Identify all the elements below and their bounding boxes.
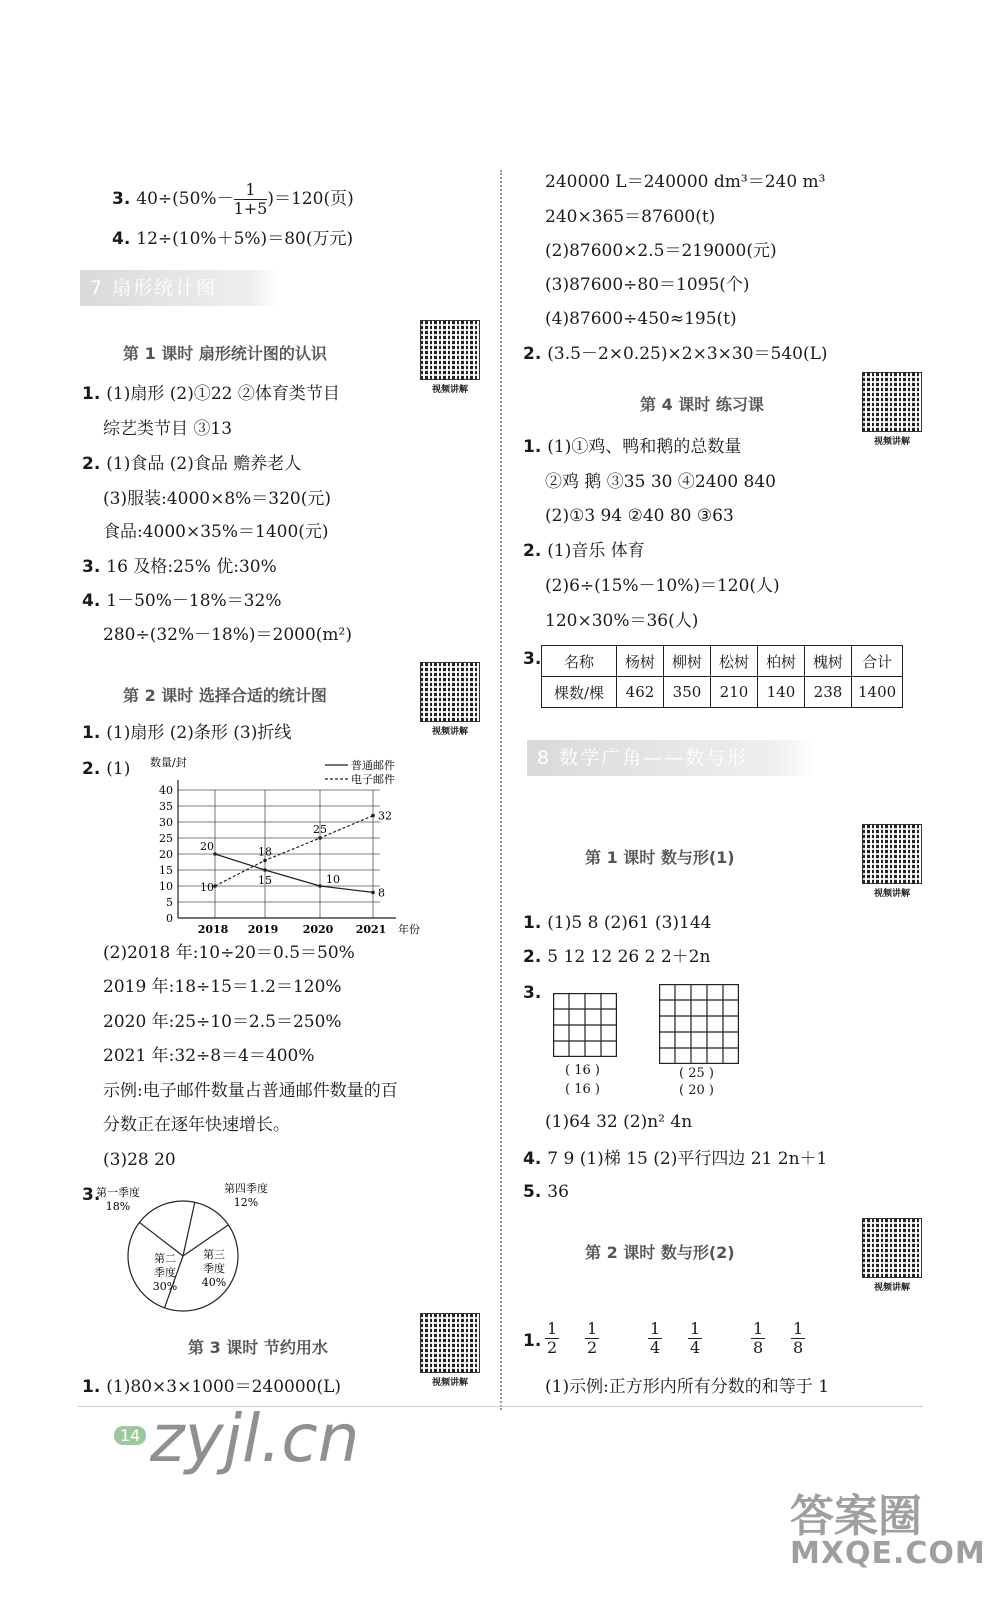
pie-chart xyxy=(88,1178,278,1318)
y-axis-label: 数量/封 xyxy=(150,756,187,769)
answer-line: (4)87600÷450≈195(t) xyxy=(545,309,737,329)
data-label: 18 xyxy=(258,845,272,859)
table-cell: 合计 xyxy=(852,646,903,677)
grid-label: ( 16 ) xyxy=(565,1082,600,1097)
lesson-title-4: 第 4 课时 练习课 xyxy=(640,395,764,414)
table-cell: 1400 xyxy=(852,677,903,708)
table-cell: 棵数/棵 xyxy=(542,677,617,708)
answer-line: (3)服装:4000×8%＝320(元) xyxy=(103,489,331,509)
answer-line: 2. 5 12 12 26 2 2＋2n xyxy=(523,947,711,967)
answer-line: (2)①3 94 ②40 80 ③63 xyxy=(545,506,734,526)
pie-label: 第三 xyxy=(203,1248,225,1261)
qr-code[interactable] xyxy=(420,662,480,737)
answer-line: 3. 16 及格:25% 优:30% xyxy=(82,557,277,577)
fraction: $\frac{1}{2}$ xyxy=(587,1319,598,1357)
pie-label: 季度 xyxy=(203,1262,225,1275)
data-point xyxy=(263,859,267,863)
answer-line: 1. xyxy=(523,1331,542,1351)
fraction: $\frac{1}{1+5}$ xyxy=(233,180,268,218)
series-line xyxy=(215,816,373,886)
data-point xyxy=(318,836,322,840)
answer-line: 1. (1)①鸡、鸭和鹅的总数量 xyxy=(523,437,742,457)
answer-line: 2. (1) xyxy=(82,759,131,779)
column-divider xyxy=(500,170,502,1410)
lesson-title-5: 第 1 课时 数与形(1) xyxy=(585,848,735,867)
qr-code[interactable] xyxy=(862,1218,922,1293)
answer-line: 食品:4000×35%＝1400(元) xyxy=(103,522,329,542)
lesson-title-6: 第 2 课时 数与形(2) xyxy=(585,1243,735,1262)
answer-line: 示例:电子邮件数量占普通邮件数量的百 xyxy=(103,1081,398,1101)
pie-label: 40% xyxy=(201,1276,227,1289)
answer-line: ②鸡 鹅 ③35 30 ④2400 840 xyxy=(545,472,776,492)
data-point xyxy=(371,891,375,895)
qr-caption: 视频讲解 xyxy=(431,1378,468,1388)
answer-line: (2)6÷(15%－10%)＝120(人) xyxy=(545,576,780,596)
qr-code-icon xyxy=(862,372,922,432)
answer-line: 3. xyxy=(523,649,542,669)
answer-line: 4. 7 9 (1)梯 15 (2)平行四边 21 2n＋1 xyxy=(523,1149,828,1169)
table-cell: 210 xyxy=(711,677,758,708)
fraction: $\frac{1}{2}$ xyxy=(547,1319,558,1357)
x-axis-unit: 年份 xyxy=(398,923,420,936)
tree-count-table xyxy=(541,645,903,708)
grid-label: ( 16 ) xyxy=(565,1063,600,1078)
legend-label: 电子邮件 xyxy=(351,773,395,786)
qr-code-icon xyxy=(420,662,480,722)
data-label: 8 xyxy=(378,886,385,900)
grid-label: ( 20 ) xyxy=(679,1083,714,1098)
answer-line: 3. xyxy=(523,983,542,1003)
data-point xyxy=(263,868,267,872)
table-row xyxy=(542,677,903,708)
answer-line: 2. (1)音乐 体育 xyxy=(523,541,645,561)
table-cell: 238 xyxy=(805,677,852,708)
answer-line: 1. (1)扇形 (2)条形 (3)折线 xyxy=(82,723,292,743)
x-tick-label: 2019 xyxy=(247,923,279,936)
y-tick-label: 20 xyxy=(159,848,173,861)
table-cell: 杨树 xyxy=(617,646,664,677)
qr-caption: 视频讲解 xyxy=(873,889,910,899)
pie-label: 第二 xyxy=(154,1252,176,1265)
answer-line: (3)28 20 xyxy=(103,1150,176,1170)
qr-code-icon xyxy=(862,1218,922,1278)
pie-label: 第四季度 xyxy=(224,1182,268,1195)
y-tick-label: 15 xyxy=(159,864,173,877)
grid-label: ( 25 ) xyxy=(679,1066,714,1081)
data-label: 32 xyxy=(378,809,392,823)
answer-line: (2)2018 年:10÷20＝0.5＝50% xyxy=(103,943,355,963)
answer-line: (2)87600×2.5＝219000(元) xyxy=(545,241,777,261)
data-label: 10 xyxy=(200,881,214,894)
fraction: $\frac{1}{4}$ xyxy=(690,1319,701,1357)
watermark-logo: zyjl.cn xyxy=(150,1400,360,1477)
table-cell: 柏树 xyxy=(758,646,805,677)
legend-label: 普通邮件 xyxy=(351,759,395,772)
answer-line: 1. (1)80×3×1000＝240000(L) xyxy=(82,1377,342,1397)
answer-line: 分数正在逐年快速增长。 xyxy=(103,1115,290,1135)
qr-caption: 视频讲解 xyxy=(431,385,468,395)
answer-line: 2019 年:18÷15＝1.2＝120% xyxy=(103,977,342,997)
table-cell: 松树 xyxy=(711,646,758,677)
answer-line: 2. (1)食品 (2)食品 赡养老人 xyxy=(82,454,302,474)
fraction: $\frac{1}{8}$ xyxy=(793,1319,804,1357)
table-cell: 槐树 xyxy=(805,646,852,677)
data-label: 10 xyxy=(326,873,340,886)
pie-label: 12% xyxy=(233,1196,259,1209)
watermark-logo: 答案圈 xyxy=(790,1491,922,1542)
answer-line: 5. 36 xyxy=(523,1182,569,1202)
qr-code[interactable] xyxy=(420,1313,480,1388)
answer-4-line: 4. 12÷(10%＋5%)＝80(万元) xyxy=(112,229,354,249)
watermark-logo: MXQE.COM xyxy=(790,1536,986,1571)
x-tick-label: 2018 xyxy=(197,923,229,936)
pie-slice-edge xyxy=(139,1222,183,1256)
grid-5x5 xyxy=(659,984,739,1064)
lesson-title-2: 第 2 课时 选择合适的统计图 xyxy=(123,686,327,705)
pie-label: 30% xyxy=(152,1280,178,1293)
x-tick-label: 2020 xyxy=(302,923,334,936)
table-cell: 350 xyxy=(664,677,711,708)
qr-code-icon xyxy=(420,320,480,380)
y-tick-label: 30 xyxy=(159,816,173,829)
y-tick-label: 5 xyxy=(166,896,173,909)
data-label: 15 xyxy=(258,874,272,887)
qr-code-icon xyxy=(862,824,922,884)
answer-line: 4. 1－50%－18%＝32% xyxy=(82,591,282,611)
table-cell: 462 xyxy=(617,677,664,708)
answer-line: 2021 年:32÷8＝4＝400% xyxy=(103,1046,315,1066)
answer-line: 2. (3.5－2×0.25)×2×3×30＝540(L) xyxy=(523,344,828,364)
answer-line: 240000 L＝240000 dm³＝240 m³ xyxy=(545,172,826,192)
pie-label: 第一季度 xyxy=(96,1186,140,1199)
answer-line: (3)87600÷80＝1095(个) xyxy=(545,275,750,295)
pie-label: 季度 xyxy=(154,1266,176,1279)
answer-3-line: 3. 40÷(50%－ $\frac{1}{1+5}$ )＝120(页) xyxy=(112,180,354,218)
answer-line: (1)示例:正方形内所有分数的和等于 1 xyxy=(545,1377,830,1397)
table-cell: 名称 xyxy=(542,646,617,677)
pie-slice-edge xyxy=(183,1202,195,1256)
answer-line: 1. (1)5 8 (2)61 (3)144 xyxy=(523,913,712,933)
qr-code[interactable] xyxy=(420,320,480,395)
answer-line: 综艺类节目 ③13 xyxy=(103,419,233,439)
y-tick-label: 40 xyxy=(159,784,173,797)
qr-caption: 视频讲解 xyxy=(873,437,910,447)
y-tick-label: 35 xyxy=(159,800,173,813)
table-cell: 柳树 xyxy=(664,646,711,677)
fraction: $\frac{1}{8}$ xyxy=(753,1319,764,1357)
answer-line: 120×30%＝36(人) xyxy=(545,611,699,631)
answer-line: 3. xyxy=(82,1185,101,1205)
y-tick-label: 10 xyxy=(159,880,173,893)
data-label: 25 xyxy=(313,823,327,836)
qr-code[interactable] xyxy=(862,372,922,447)
answer-line: 2020 年:25÷10＝2.5＝250% xyxy=(103,1012,342,1032)
table-header-row xyxy=(542,646,903,677)
fraction: $\frac{1}{4}$ xyxy=(650,1319,661,1357)
pie-label: 18% xyxy=(105,1200,131,1213)
qr-caption: 视频讲解 xyxy=(873,1283,910,1293)
data-point xyxy=(371,814,375,818)
x-tick-label: 2021 xyxy=(355,923,387,936)
answer-line: (1)64 32 (2)n² 4n xyxy=(545,1112,693,1132)
section-heading-7: 7 扇形统计图 xyxy=(80,270,280,306)
y-tick-label: 25 xyxy=(159,832,173,845)
page-number: 14 xyxy=(114,1426,146,1445)
answer-line: 280÷(32%－18%)＝2000(m²) xyxy=(103,625,352,645)
lesson-title-3: 第 3 课时 节约用水 xyxy=(188,1338,328,1357)
lesson-title-1: 第 1 课时 扇形统计图的认识 xyxy=(123,344,327,363)
y-tick-label: 0 xyxy=(166,912,173,925)
answer-line: 240×365＝87600(t) xyxy=(545,207,716,227)
qr-code-icon xyxy=(420,1313,480,1373)
qr-caption: 视频讲解 xyxy=(431,727,468,737)
grid-4x4 xyxy=(553,993,617,1057)
data-point xyxy=(318,884,322,888)
qr-code[interactable] xyxy=(862,824,922,899)
data-label: 20 xyxy=(200,840,214,853)
line-chart xyxy=(140,755,440,940)
table-cell: 140 xyxy=(758,677,805,708)
answer-line: 1. (1)扇形 (2)①22 ②体育类节目 xyxy=(82,384,340,404)
section-heading-8: 8 数学广角——数与形 xyxy=(527,740,817,776)
